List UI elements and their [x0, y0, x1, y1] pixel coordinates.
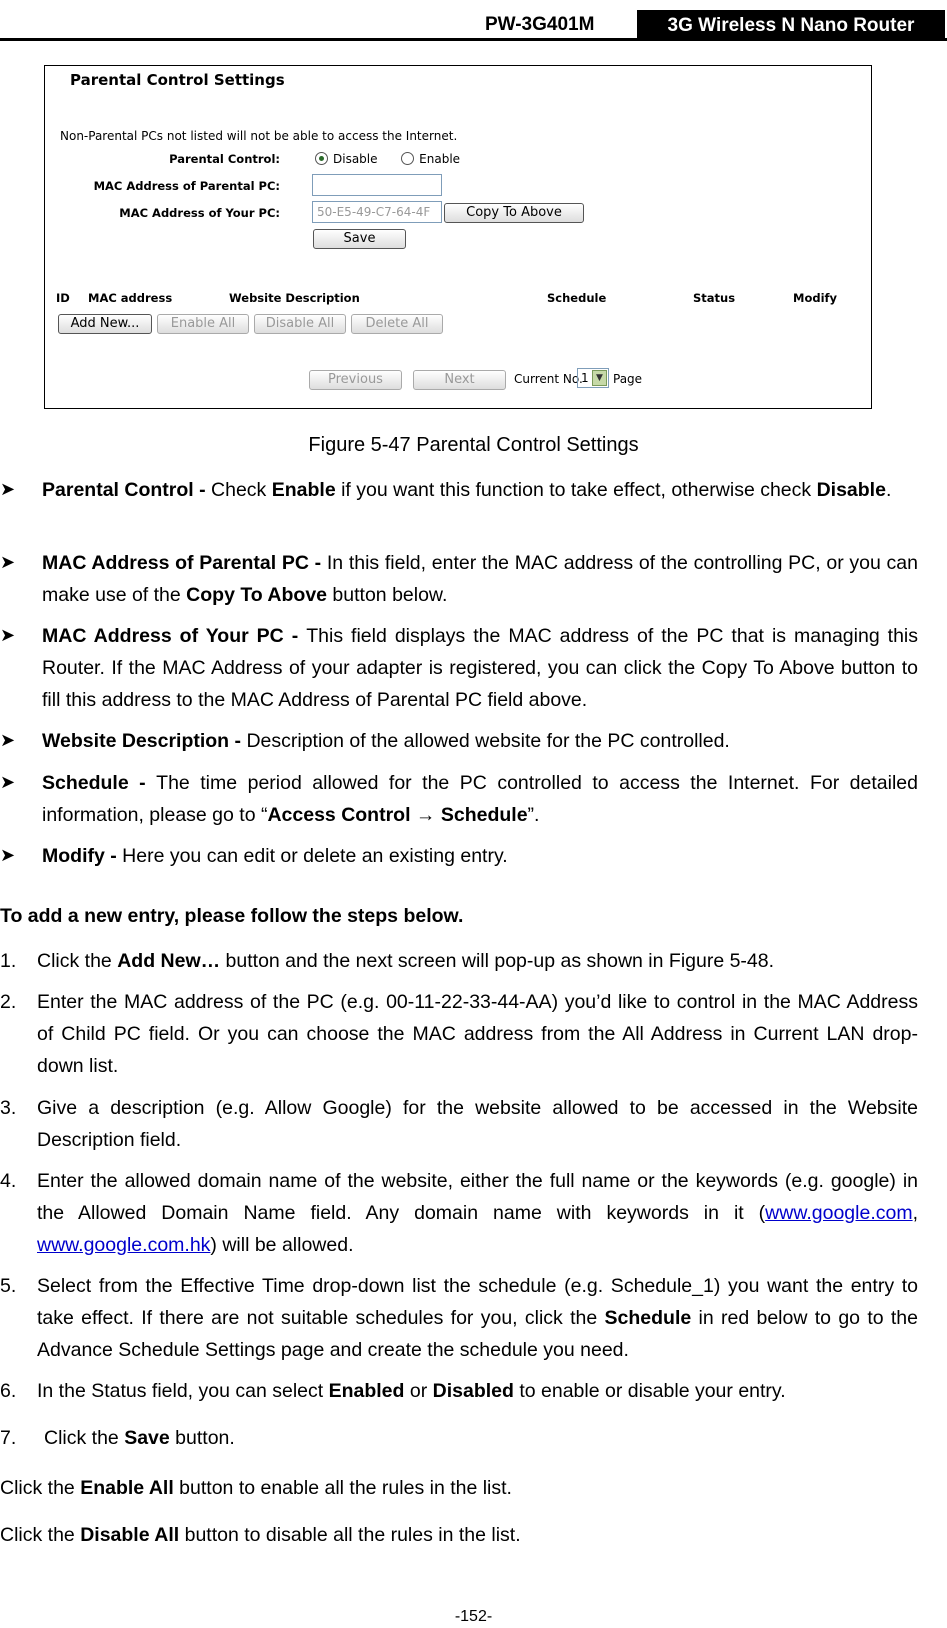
current-page-select[interactable] [577, 368, 609, 388]
list-item: 5. Select from the Effective Time drop-down list the schedule (e.g. Schedule_1) you want the entry to take effect. If there are not suitable schedules for you, click the Schedule in red below to go to the Advance Schedule Settings page and create the schedule you need. [0, 1275, 918, 1361]
page-header [0, 0, 947, 42]
page-number: -152- [454, 1608, 493, 1625]
list-item: 6. In the Status field, you can select Enabled or Disabled to enable or disable your entry. [0, 1380, 786, 1402]
mac-parental-label: MAC Address of Parental PC: [93, 179, 280, 193]
mac-parental-input[interactable] [312, 174, 442, 196]
add-new-button[interactable]: Add New... [58, 314, 152, 334]
steps-heading: To add a new entry, please follow the steps below. [0, 905, 464, 927]
product-name: 3G Wireless N Nano Router [637, 10, 945, 39]
figure-title: Parental Control Settings [70, 71, 285, 89]
col-schedule: Schedule [547, 291, 607, 305]
bullet-item: ➤ MAC Address of Your PC - This field displays the MAC address of the PC that is managing this Router. If the MAC Address of your adapter is registered, you can click the Copy To Above button to fill this address to the MAC Address of Parental PC field above. [42, 620, 918, 716]
list-item: 4. Enter the allowed domain name of the website, either the full name or the keywords (e.g. google) in the Allowed Domain Name field. Any domain name with keywords in it (www.google.com, www.google.com.hk) will be allowed. [0, 1170, 918, 1256]
bullet-arrow-icon: ➤ [0, 772, 16, 792]
bullet-arrow-icon: ➤ [0, 845, 16, 865]
parental-control-label: Parental Control: [169, 152, 280, 166]
list-item: 2. Enter the MAC address of the PC (e.g. 00-11-22-33-44-AA) you’d like to control in the MAC Address of Child PC field. Or you can choose the MAC address from the All Address in Current LAN drop-down list. [0, 991, 918, 1077]
delete-all-button[interactable]: Delete All [351, 314, 443, 334]
next-button[interactable]: Next [413, 370, 506, 390]
current-no-label: Current No. [514, 372, 583, 386]
google-link[interactable]: www.google.com [765, 1202, 913, 1224]
bullet-item: ➤ Parental Control - Check Enable if you want this function to take effect, otherwise check Disable. [42, 474, 918, 506]
mac-your-input: 50-E5-49-C7-64-4F [312, 201, 442, 223]
col-modify: Modify [793, 291, 838, 305]
list-item: 3. Give a description (e.g. Allow Google) for the website allowed to be accessed in the Website Description field. [0, 1097, 918, 1151]
copy-to-above-button[interactable]: Copy To Above [444, 203, 584, 223]
enable-label: Enable [419, 152, 461, 166]
model-name: PW-3G401M [485, 14, 595, 35]
figure-caption: Figure 5-47 Parental Control Settings [308, 434, 639, 456]
bullet-arrow-icon: ➤ [0, 552, 16, 572]
bullet-arrow-icon: ➤ [0, 479, 16, 499]
bullet-arrow-icon: ➤ [0, 625, 16, 645]
header-rule [0, 38, 947, 41]
enable-radio[interactable] [401, 152, 414, 165]
bullet-item: ➤ Website Description - Description of the allowed website for the PC controlled. [42, 725, 918, 757]
col-id: ID [56, 291, 70, 305]
disable-label: Disable [333, 152, 378, 166]
bullet-item: ➤ MAC Address of Parental PC - In this field, enter the MAC address of the controlling PC, or you can make use of the Copy To Above button below. [42, 547, 918, 611]
bullet-item: ➤ Schedule - The time period allowed for the PC controlled to access the Internet. For detailed information, please go to “Access Control → Schedule”. [42, 767, 918, 831]
chevron-down-icon: ▼ [592, 370, 607, 386]
page-label: Page [613, 372, 643, 386]
enable-all-button[interactable]: Enable All [157, 314, 249, 334]
save-button[interactable]: Save [313, 229, 406, 249]
list-item: 1. Click the Add New… button and the next screen will pop-up as shown in Figure 5-48. [0, 950, 775, 972]
col-mac: MAC address [88, 291, 173, 305]
disable-radio[interactable] [315, 152, 328, 165]
list-item: 7. Click the Save button. [0, 1427, 235, 1449]
parental-control-figure [44, 65, 872, 409]
bullet-item: ➤ Modify - Here you can edit or delete an existing entry. [42, 840, 918, 872]
col-status: Status [693, 291, 736, 305]
previous-button[interactable]: Previous [309, 370, 402, 390]
mac-your-label: MAC Address of Your PC: [119, 206, 280, 220]
closing-line: Click the Disable All button to disable all the rules in the list. [0, 1524, 521, 1546]
bullet-arrow-icon: ➤ [0, 730, 16, 750]
current-page-value: 1 [581, 371, 589, 385]
figure-note: Non-Parental PCs not listed will not be able to access the Internet. [60, 129, 458, 143]
disable-all-button[interactable]: Disable All [254, 314, 346, 334]
closing-line: Click the Enable All button to enable all the rules in the list. [0, 1477, 512, 1499]
google-hk-link[interactable]: www.google.com.hk [37, 1234, 211, 1256]
col-website: Website Description [229, 291, 360, 305]
parental-control-radios [315, 152, 460, 166]
